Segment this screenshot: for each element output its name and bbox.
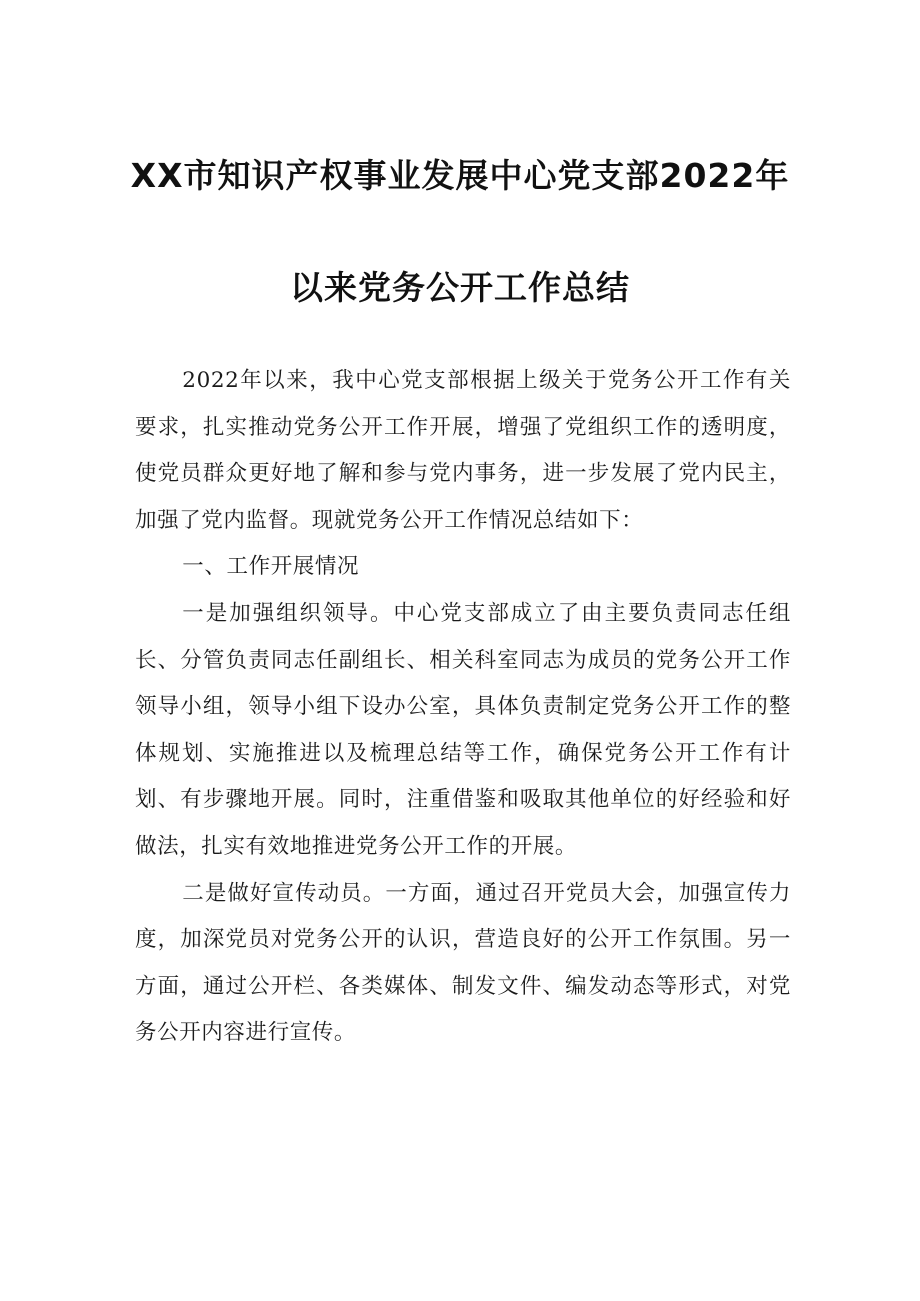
paragraph-intro: 2022年以来，我中心党支部根据上级关于党务公开工作有关要求，扎实推动党务公开工作开展，增强了党组织工作的透明度，使党员群众更好地了解和参与党内事务，进一步发展了党内民主，加强了党内监督。现就党务公开工作情况总结如下： <box>135 368 791 533</box>
paragraph-publicity: 二是做好宣传动员。一方面，通过召开党员大会，加强宣传力度，加深党员对党务公开的认识，营造良好的公开工作氛围。另一方面，通过公开栏、各类媒体、制发文件、编发动态等形式，对党务公开内容进行宣传。 <box>135 880 791 1046</box>
document-title-line-2: 以来党务公开工作总结 <box>290 268 630 307</box>
document-body <box>135 358 791 1057</box>
document-title-line-1: XX市知识产权事业发展中心党支部2022年 <box>130 156 790 195</box>
section-heading: 一、工作开展情况 <box>182 554 360 580</box>
paragraph-organization: 一是加强组织领导。中心党支部成立了由主要负责同志任组长、分管负责同志任副组长、相关科室同志为成员的党务公开工作领导小组，领导小组下设办公室，具体负责制定党务公开工作的整体规划、实施推进以及梳理总结等工作，确保党务公开工作有计划、有步骤地开展。同时，注重借鉴和吸取其他单位的好经验和好做法，扎实有效地推进党务公开工作的开展。 <box>135 600 791 859</box>
